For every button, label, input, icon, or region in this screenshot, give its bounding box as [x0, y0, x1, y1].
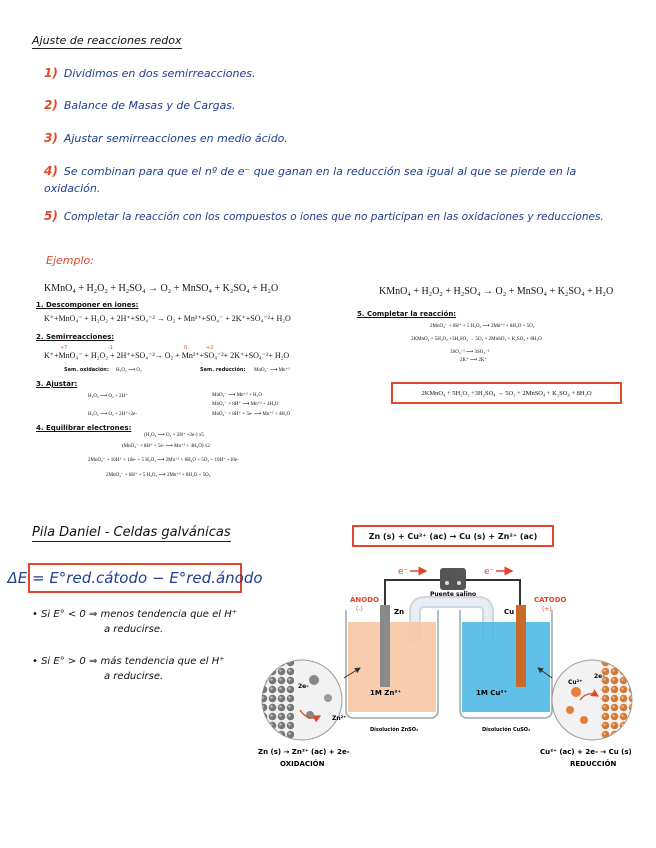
step-4: [44, 163, 604, 197]
cathode-label: CÁTODO: [534, 596, 567, 604]
anode-sign: (-): [356, 606, 363, 613]
zoom-zinc-ion: Zn²⁺: [332, 715, 347, 722]
step-text: Completar la reacción con los compuestos o iones que no participan en las oxidaciones y reducciones.: [63, 211, 604, 223]
step-number: 2): [44, 98, 58, 112]
step2-heading: 2. Semirreacciones:: [36, 333, 115, 341]
step-3: [44, 131, 288, 145]
ox-number-mn: +7: [60, 345, 68, 351]
bullet-positive-text: • Si E° > 0 ⇒ más tendencia que el H⁺: [32, 656, 225, 667]
copper-solution: [462, 622, 550, 712]
step-number: 4): [44, 164, 58, 178]
step4-line-4: 2MnO₄⁻ + 6H⁺ + 5 H₂O₂ ⟶ 2Mn⁺² + 8H₂O + 5O₂: [106, 473, 211, 478]
step-text: Se combinan para que el nº de e⁻ que ganan en la reducción sea igual al que se pierde en la oxidación.: [44, 165, 577, 195]
main-equation-right: KMnO₄ + H₂O₂ + H₂SO₄ → O₂ + MnSO₄ + K₂SO₄ + H₂O: [379, 286, 614, 297]
section-title-pila: Pila Daniel - Celdas galvánicas: [32, 525, 231, 540]
red-half-label: Sem. reducción:: [200, 367, 246, 373]
bullet-positive: [32, 656, 225, 682]
red-half-eq: MnO₄⁻ ⟶ Mn⁺²: [254, 368, 290, 373]
voltmeter-icon: [440, 568, 466, 590]
step3-right-2: MnO₄⁻ + 8H⁺ ⟶ Mn⁺² + 4H₂O: [212, 402, 279, 407]
cu-solution-label: 1M Cu²⁺: [476, 689, 508, 697]
main-equation-left: KMnO₄ + H₂O₂ + H₂SO₄ → O₂ + MnSO₄ + K₂SO₄ + H₂O: [44, 283, 279, 294]
anode-label: ÁNODO: [350, 596, 379, 604]
step3-right-1: MnO₄⁻ ⟶ Mn⁺² + H₂O: [212, 393, 262, 398]
step3-left-1: H₂O₂ ⟶ O₂ + 2H⁺: [88, 394, 128, 399]
step-text: Balance de Masas y de Cargas.: [63, 99, 236, 112]
cathode-sign: (+): [542, 606, 552, 613]
step5-line-4: 2K⁺ ⟶ 2K⁺: [460, 358, 488, 363]
daniell-cell-diagram: [250, 550, 650, 780]
example-label: Ejemplo:: [46, 254, 94, 267]
step5-heading: 5. Completar la reacción:: [357, 310, 457, 318]
reduction-equation: Cu²⁺ (ac) + 2e- → Cu (s): [540, 748, 632, 756]
cell-reaction-box: Zn (s) + Cu²⁺ (ac) → Cu (s) + Zn²⁺ (ac): [352, 525, 554, 547]
step3-left-2: H₂O₂ ⟶ O₂ + 2H⁺+2e-: [88, 412, 138, 417]
bullet-negative-text: • Si E° < 0 ⇒ menos tendencia que el H⁺: [32, 609, 238, 620]
step-5: [44, 209, 604, 223]
reduction-label: REDUCCIÓN: [570, 760, 617, 768]
cu-dissolution-label: Disolución CuSO₄: [482, 727, 531, 733]
zoom-copper-ion: Cu²⁺: [568, 679, 583, 686]
zoom-zinc-electrons: 2e-: [298, 683, 309, 690]
step-number: 1): [44, 66, 58, 80]
step1-heading: 1. Descomponer en iones:: [36, 301, 139, 309]
ox-half-label: Sem. oxidación:: [64, 367, 109, 373]
step3-right-3: MnO₄⁻ + 8H⁺ + 5e- ⟶ Mn⁺² + 4H₂O: [212, 412, 291, 417]
step2-equation: K⁺+MnO₄⁻ + H₂O₂ + 2H⁺+SO₄⁻²→ O₂ + Mn²⁺+SO₄⁻²+ 2K⁺+SO₄⁻²+ H₂O: [44, 351, 290, 360]
step4-heading: 4. Equilibrar electrones:: [36, 424, 132, 432]
step3-heading: 3. Ajustar:: [36, 380, 78, 388]
step4-line-2: (MnO₄⁻ + 8H⁺ + 5e- ⟶ Mn⁺² + 4H₂O) x2: [122, 444, 210, 449]
step5-line-2: 2KMnO₄ + 5H₂O₂ +3H₂SO₄ → 5O₂ + 2MnSO₄ + K₂SO₄ + 8H₂O: [411, 337, 542, 342]
final-equation-box: 2KMnO₄ + 5H₂O₂ +3H₂SO₄ → 5O₂ + 2MnSO₄ + K₂SO₄ + 8H₂O: [391, 382, 622, 404]
salt-bridge-label: Puente salino: [430, 591, 477, 598]
step5-line-3: 3SO₄⁻² ⟶ 3SO₄⁻²: [450, 350, 490, 355]
zinc-solution: [348, 622, 436, 712]
step-1: [44, 66, 256, 80]
electron-label-left: e⁻: [398, 567, 409, 577]
zinc-electrode: [380, 605, 390, 687]
step-number: 5): [44, 209, 58, 223]
zn-dissolution-label: Disolución ZnSO₄: [370, 727, 419, 733]
zn-solution-label: 1M Zn²⁺: [370, 689, 402, 697]
oxidation-label: OXIDACIÓN: [280, 760, 325, 768]
step-text: Dividimos en dos semirreacciones.: [63, 67, 256, 80]
ox-number-mn2: +2: [206, 345, 214, 351]
step-2: [44, 98, 236, 112]
copper-electrode: [516, 605, 526, 687]
bullet-positive-sub: a reducirse.: [104, 671, 164, 682]
ox-number-o2: 0: [184, 345, 188, 351]
ox-half-eq: H₂O₂ ⟶ O₂: [116, 368, 142, 373]
oxidation-equation: Zn (s) → Zn²⁺ (ac) + 2e-: [258, 748, 350, 756]
step4-line-1: (H₂O₂ ⟶ O₂ + 2H⁺ +2e-) x5: [144, 433, 204, 438]
bullet-negative: [32, 609, 237, 635]
step-text: Ajustar semirreacciones en medio ácido.: [63, 132, 288, 145]
zn-electrode-label: Zn: [394, 608, 405, 616]
step1-equation: K⁺+MnO₄⁻ + H₂O₂ + 2H⁺+SO₄⁻² → O₂ + Mn²⁺+SO₄⁻ + 2K⁺+SO₄⁻²+ H₂O: [44, 314, 291, 323]
step5-line-1: 2MnO₄⁻ + 6H⁺ + 5 H₂O₂ ⟶ 2Mn⁺² + 8H₂O + 5O₂: [430, 324, 535, 329]
cell-potential-formula: ΔE = E°red.cátodo − E°red.ánodo: [28, 563, 242, 593]
cu-electrode-label: Cu: [504, 608, 515, 616]
ox-number-h2o2: -1: [108, 345, 113, 351]
section-title-redox: Ajuste de reacciones redox: [32, 34, 182, 47]
step-number: 3): [44, 131, 58, 145]
step4-line-3: 2MnO₄⁻ + 16H⁺ + 10e- + 5 H₂O₂ ⟶ 2Mn⁺² + 8H₂O + 5O₂ + 10H⁺ +10e-: [88, 458, 239, 463]
electron-label-right: e⁻: [484, 567, 495, 577]
bullet-negative-sub: a reducirse.: [104, 624, 164, 635]
zoom-copper-electrons: 2e-: [594, 673, 605, 680]
